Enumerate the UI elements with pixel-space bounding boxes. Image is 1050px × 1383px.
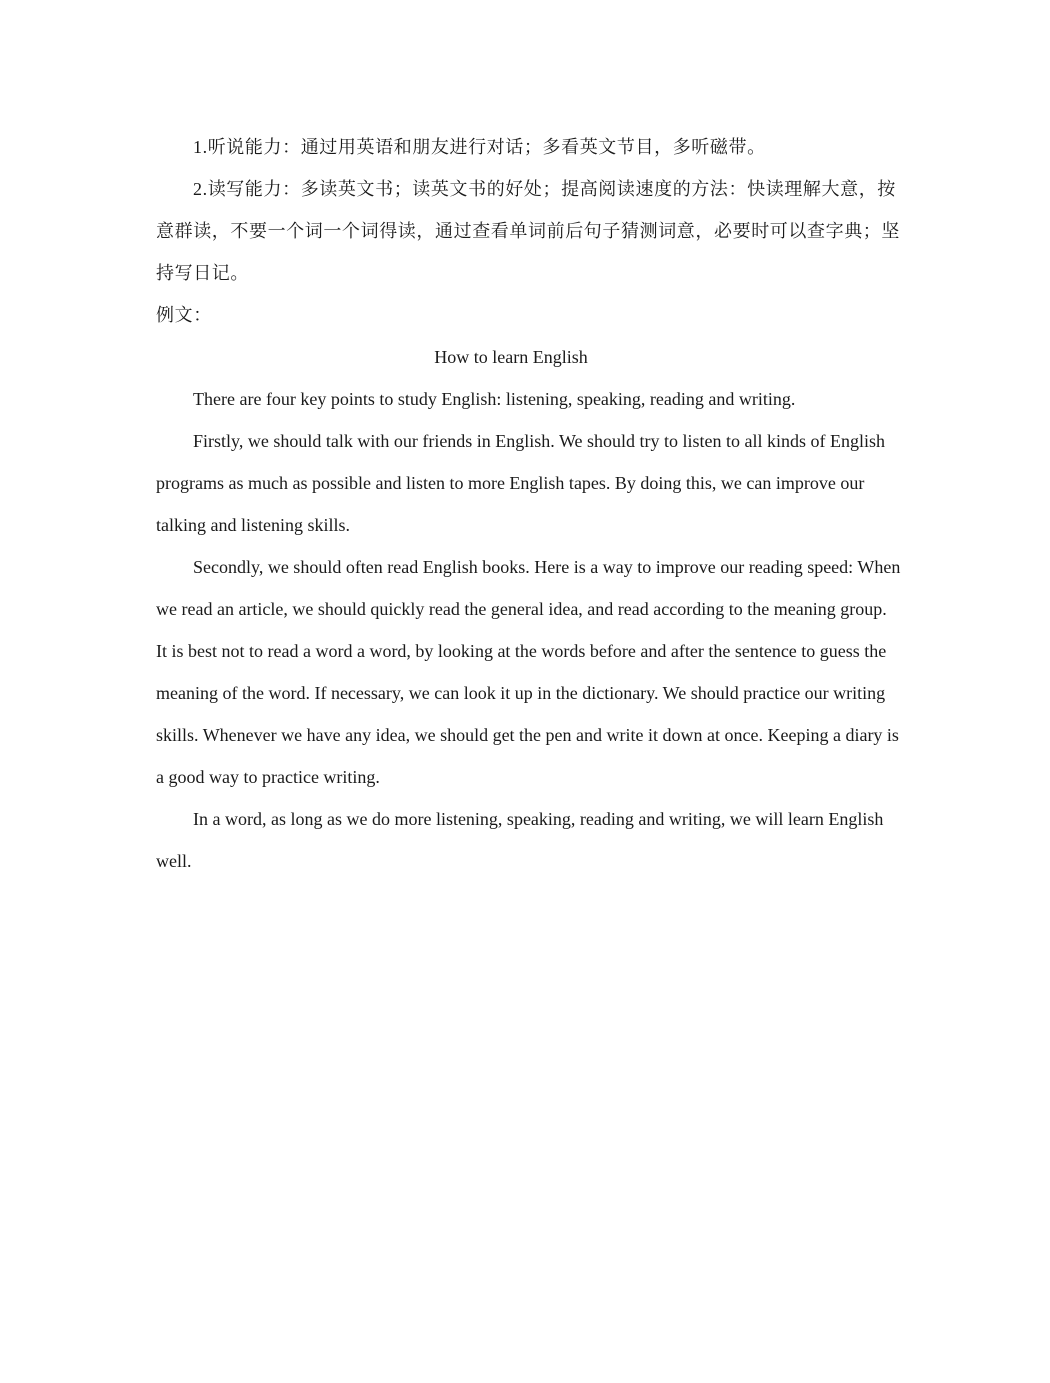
essay-paragraph-listening: Firstly, we should talk with our friends in English. We should try to listen to all kinds of English programs as much as possible and listen to more English tapes. By doing this, we can improve our talking and listening skills. — [156, 431, 886, 535]
essay-paragraph-reading: Secondly, we should often read English books. Here is a way to improve our reading speed: When we read an article, we should quickly read the general idea, and read according to the meaning group. It is best not to read a word a word, by looking at the words before and after the sentence to guess the meaning of the word. If necessary, we can look it up in the dictionary. We should practice our writing skills. Whenever we have any idea, we should get the pen and write it down at once. Keeping a diary is a good way to practice writing. — [156, 557, 901, 787]
essay-title: How to learn English — [434, 347, 588, 367]
example-label: 例文： — [156, 305, 212, 325]
reading-writing-point: 2.读写能力：多读英文书；读英文书的好处；提高阅读速度的方法：快读理解大意，按意群读，不要一个词一个词得读，通过查看单词前后句子猜测词意，必要时可以查字典；坚持写日记。 — [156, 179, 900, 283]
essay-paragraph-intro: There are four key points to study English: listening, speaking, reading and writing. — [193, 389, 796, 409]
essay-paragraph-conclusion: In a word, as long as we do more listening, speaking, reading and writing, we will learn English well. — [156, 809, 884, 871]
listening-speaking-point: 1.听说能力：通过用英语和朋友进行对话；多看英文节目，多听磁带。 — [193, 137, 766, 157]
document-body — [156, 126, 902, 882]
